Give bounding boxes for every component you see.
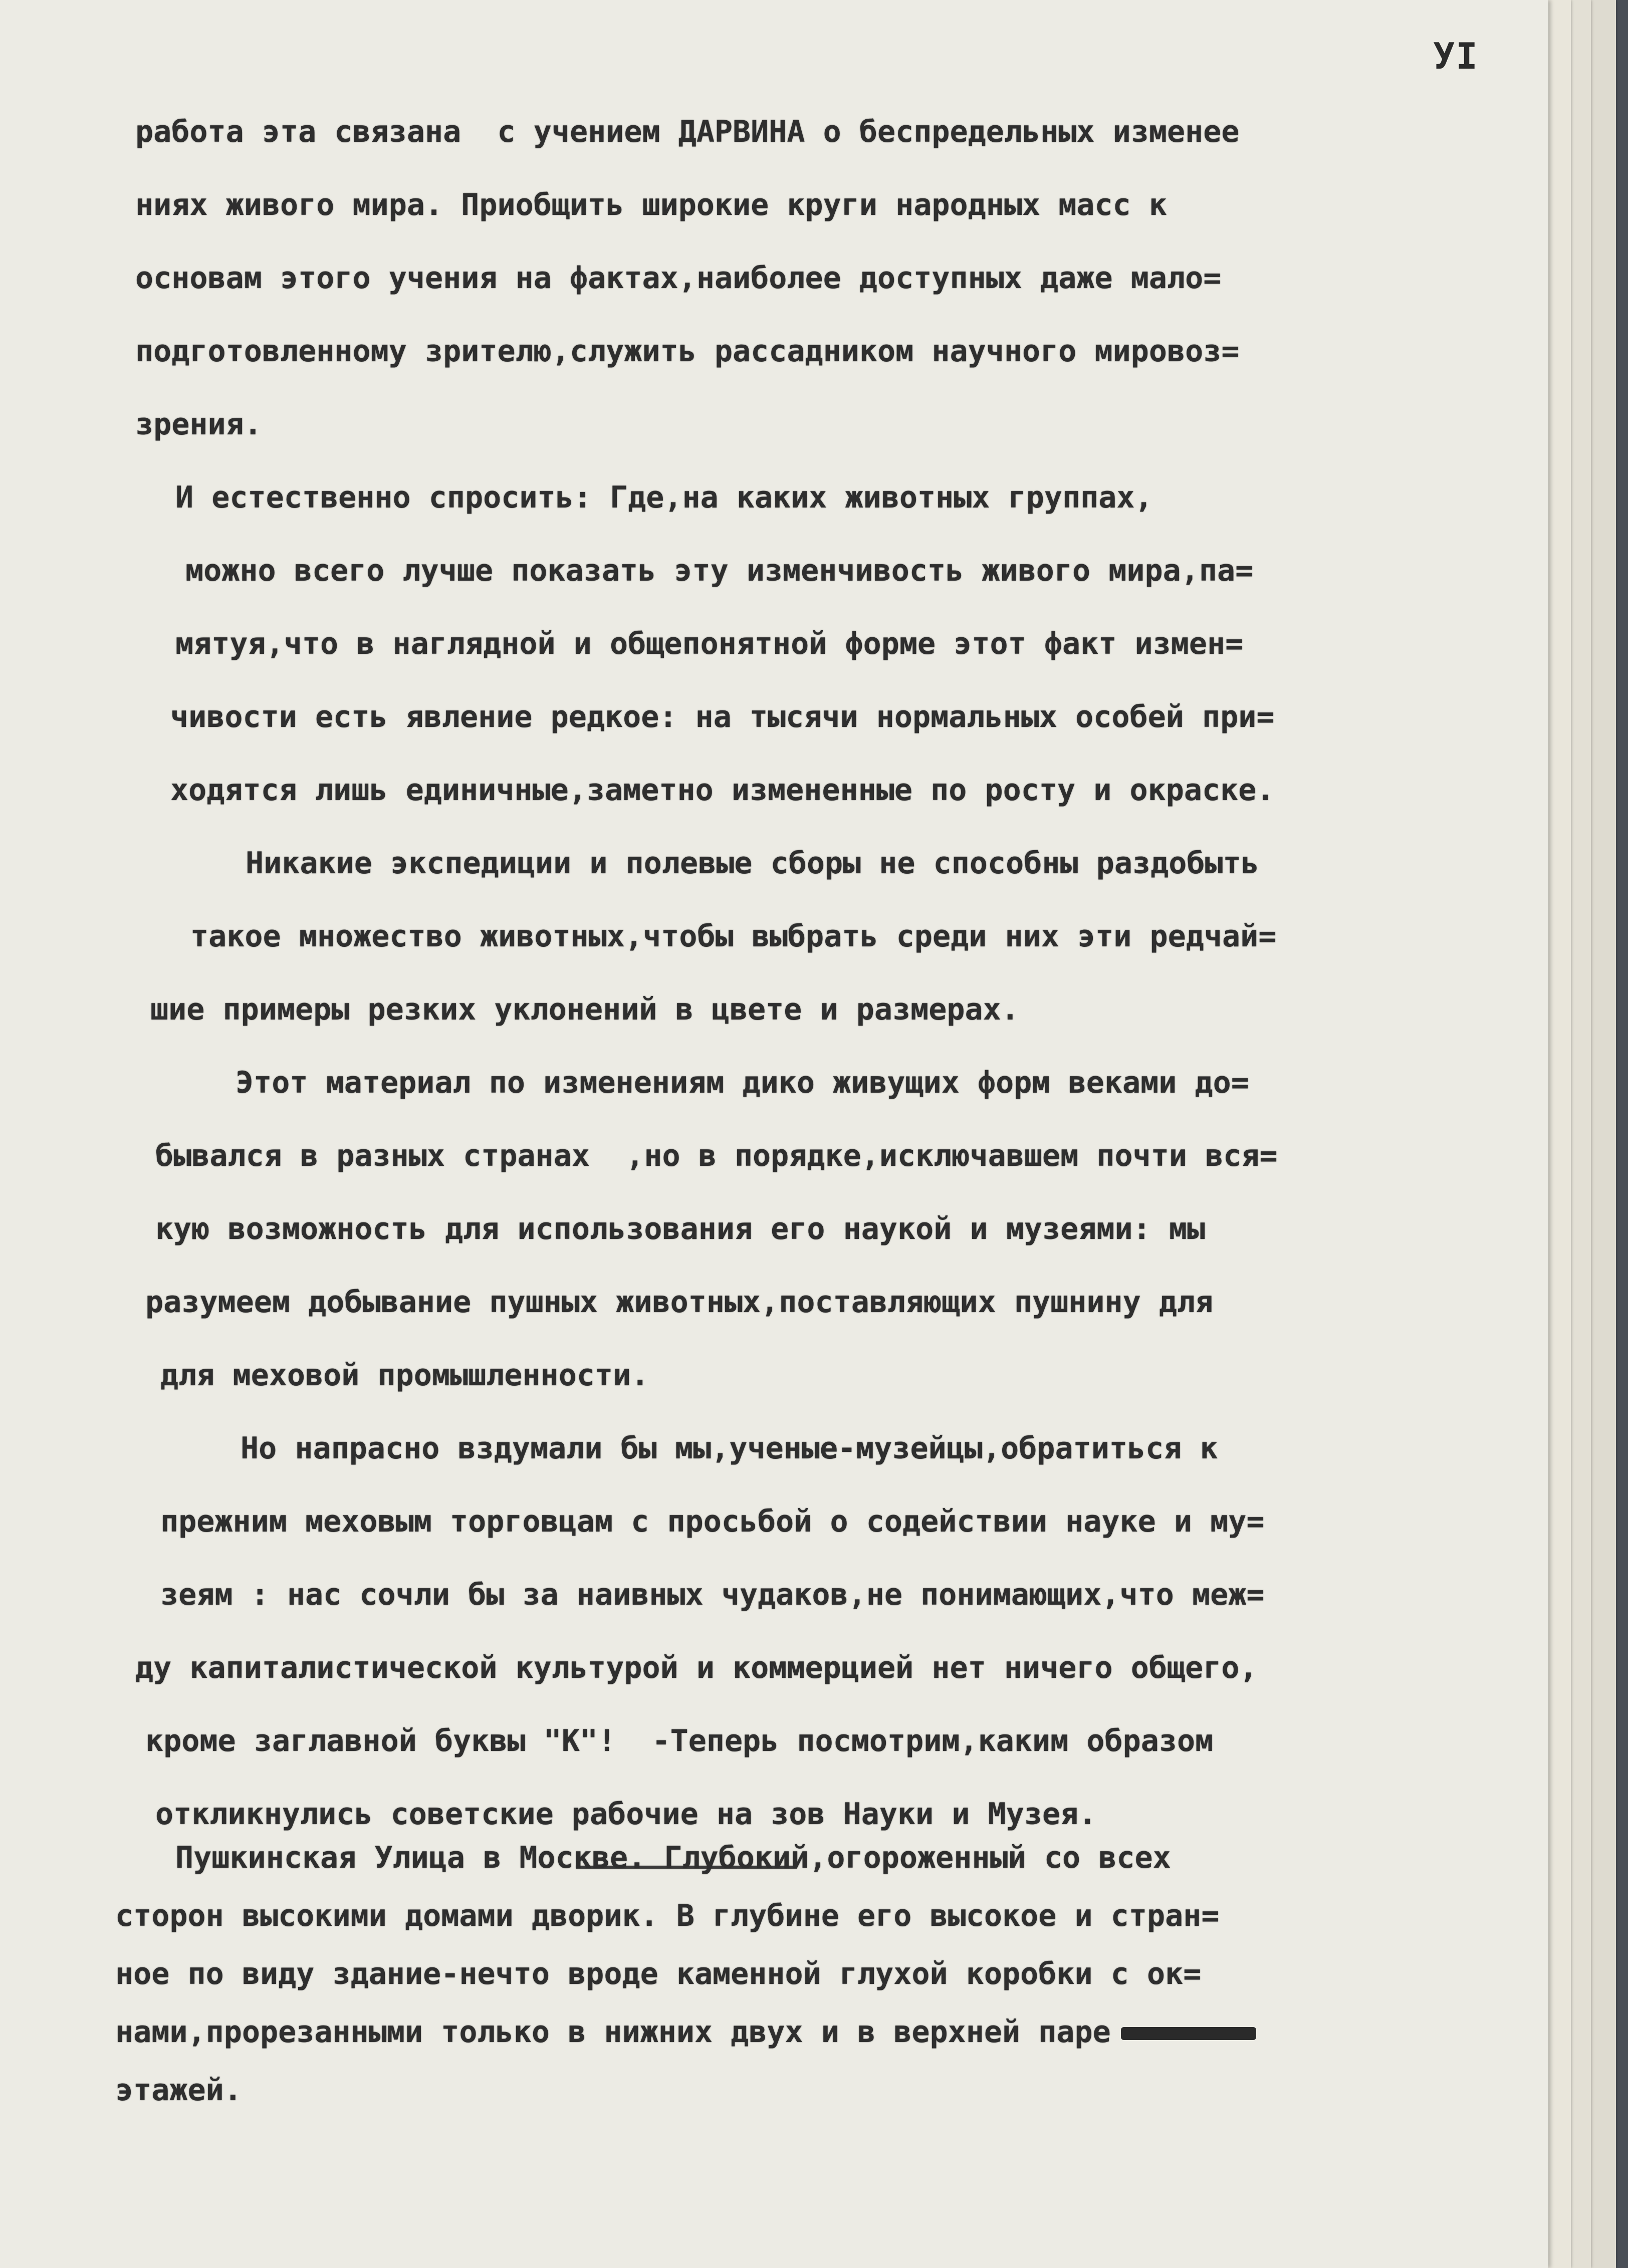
text-line: Пушкинская Улица в Москве. Глубокий,огороженный со всех [175,1840,1171,1875]
text-line: работа эта связана с учением ДАРВИНА о беспредельных изменее [135,114,1240,149]
text-line: Никакие экспедиции и полевые сборы не способны раздобыть [246,846,1259,881]
text-line: такое множество животных,чтобы выбрать среди них эти редчай= [190,919,1277,954]
text-line: для меховой промышленности. [160,1358,649,1393]
typed-text-body [135,95,1518,1911]
text-line: разумеем добывание пушных животных,поставляющих пушнину для [145,1285,1214,1320]
text-line: мятуя,что в наглядной и общепонятной форме этот факт измен= [175,626,1244,661]
text-line: этажей. [115,2073,242,2108]
text-line: чивости есть явление редкое: на тысячи нормальных особей при= [170,699,1275,734]
text-line: И естественно спросить: Где,на каких животных группах, [175,480,1153,515]
text-line: ду капиталистической культурой и коммерцией нет ничего общего, [135,1650,1258,1685]
paragraph-2 [135,461,1518,827]
text-line: основам этого учения на фактах,наиболее доступных даже мало= [135,261,1222,296]
text-line: можно всего лучше показать эту изменчивость живого мира,па= [185,553,1254,588]
text-line: прежним меховым торговцам с просьбой о содействии науке и му= [160,1504,1265,1539]
text-line [115,2003,1518,2061]
text-line: ходятся лишь единичные,заметно измененные по росту и окраске. [170,773,1275,808]
text-line: Но напрасно вздумали бы мы,ученые-музейцы,обратиться к [241,1431,1218,1466]
struck-out-word [1121,2027,1256,2040]
page-number: УI [1433,35,1479,77]
text-line: шие примеры резких уклонений в цвете и размерах. [150,992,1019,1027]
text-line: зрения. [135,407,262,442]
paragraph-6 [115,1829,1518,2119]
text-line-content: нами,прорезанными только в нижних двух и в верхней паре [115,2014,1111,2050]
text-line: подготовленному зрителю,служить рассадником научного мировоз= [135,334,1240,369]
text-line: кую возможность для использования его наукой и музеями: мы [155,1211,1206,1246]
paragraph-1 [135,95,1518,461]
text-line: бывался в разных странах ,но в порядке,исключавшем почти вся= [155,1138,1278,1173]
text-line: кроме заглавной буквы "К"! -Теперь посмотрим,каким образом [145,1723,1214,1758]
paragraph-5 [135,1412,1518,1851]
text-line: откликнулись советские рабочие на зов Науки и Музея. [155,1797,1097,1832]
paragraph-3 [135,827,1518,1046]
text-line: зеям : нас сочли бы за наивных чудаков,не понимающих,что меж= [160,1577,1265,1612]
text-line: сторон высокими домами дворик. В глубине его высокое и стран= [115,1898,1220,1933]
paragraph-4 [135,1046,1518,1412]
text-line: ниях живого мира. Приобщить широкие круги народных масс к [135,187,1168,222]
text-line: ное по виду здание-нечто вроде каменной глухой коробки с ок= [115,1956,1202,1991]
text-line: Этот материал по изменениям дико живущих форм веками до= [236,1065,1249,1100]
